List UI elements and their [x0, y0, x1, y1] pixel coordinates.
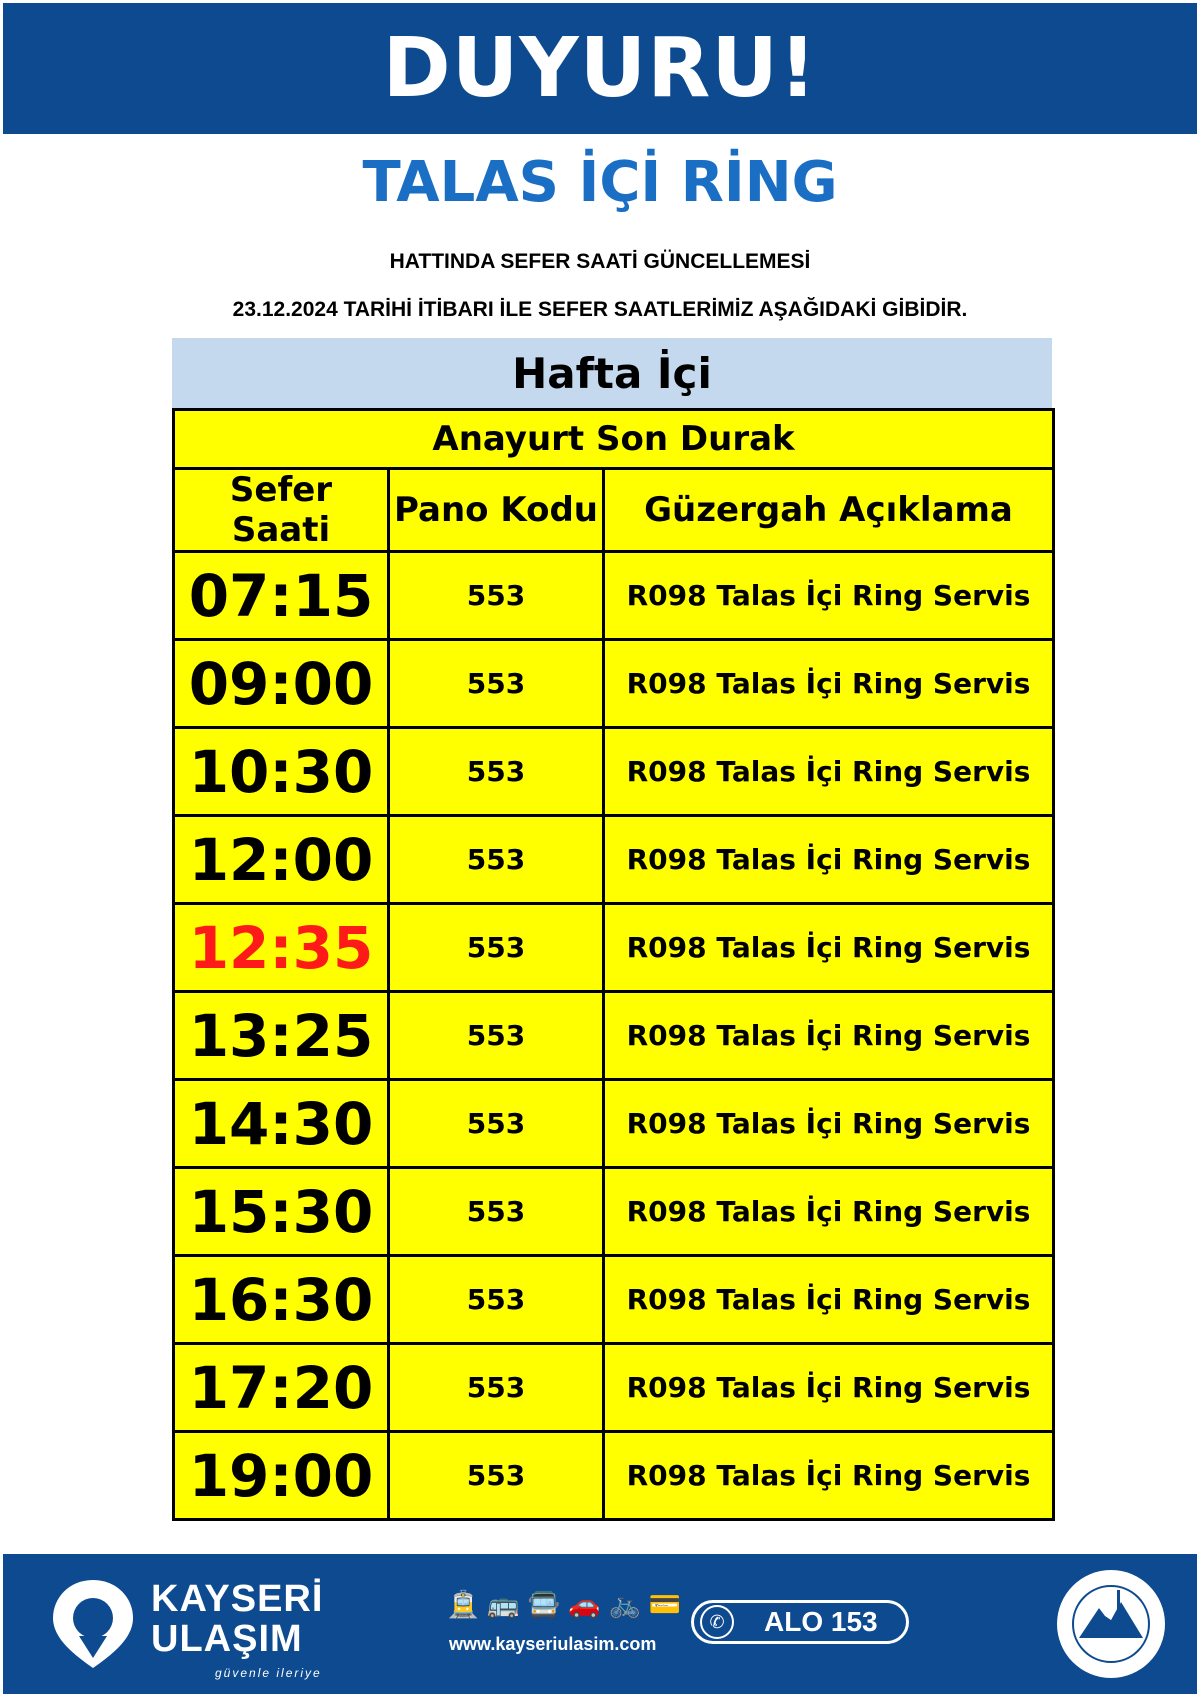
- departure-time: 13:25: [174, 992, 389, 1080]
- departure-time: 14:30: [174, 1080, 389, 1168]
- transport-mode-icons: [447, 1586, 682, 1622]
- route-description: R098 Talas İçi Ring Servis: [604, 1256, 1054, 1344]
- brand-name-line2: ULAŞIM: [151, 1618, 303, 1660]
- line-title: TALAS İÇİ RİNG: [362, 150, 838, 215]
- panel-code: 553: [389, 1344, 604, 1432]
- departure-time: 15:30: [174, 1168, 389, 1256]
- car-parking-icon: 🚗: [568, 1589, 601, 1619]
- departure-time: 16:30: [174, 1256, 389, 1344]
- stop-name: Anayurt Son Durak: [174, 410, 1054, 469]
- route-description: R098 Talas İçi Ring Servis: [604, 552, 1054, 640]
- table-row: [174, 816, 1054, 904]
- phone-icon: ✆: [700, 1605, 734, 1639]
- panel-code: 553: [389, 1432, 604, 1520]
- route-description: R098 Talas İçi Ring Servis: [604, 1168, 1054, 1256]
- schedule-table: [172, 338, 1052, 1521]
- route-description: R098 Talas İçi Ring Servis: [604, 904, 1054, 992]
- panel-code: 553: [389, 728, 604, 816]
- route-description: R098 Talas İçi Ring Servis: [604, 728, 1054, 816]
- top-banner: [3, 3, 1197, 134]
- panel-code: 553: [389, 1256, 604, 1344]
- panel-code: 553: [389, 904, 604, 992]
- update-notice: HATTINDA SEFER SAATİ GÜNCELLEMESİ: [389, 250, 811, 273]
- departure-time: 12:00: [174, 816, 389, 904]
- table-row: [174, 728, 1054, 816]
- bicycle-icon: 🚲: [608, 1589, 641, 1619]
- panel-code: 553: [389, 640, 604, 728]
- departure-time: 17:20: [174, 1344, 389, 1432]
- panel-code: 553: [389, 816, 604, 904]
- hotline-badge[interactable]: [691, 1600, 909, 1644]
- panel-code: 553: [389, 552, 604, 640]
- effective-date-notice: 23.12.2024 TARİHİ İTİBARI İLE SEFER SAATLERİMİZ AŞAĞIDAKİ GİBİDİR.: [232, 298, 968, 321]
- banner-title: DUYURU!: [382, 21, 818, 116]
- municipality-seal-icon: [1055, 1568, 1167, 1680]
- departure-time: 10:30: [174, 728, 389, 816]
- panel-code: 553: [389, 1080, 604, 1168]
- card-icon: 💳: [648, 1589, 682, 1619]
- column-header-time: Sefer Saati: [174, 469, 389, 552]
- panel-code: 553: [389, 992, 604, 1080]
- table-row: [174, 640, 1054, 728]
- column-header-code: Pano Kodu: [389, 469, 604, 552]
- brand-name-line1: KAYSERİ: [151, 1578, 324, 1620]
- location-pin-logo-icon: [49, 1576, 137, 1671]
- table-row: [174, 992, 1054, 1080]
- tram-icon: 🚊: [447, 1589, 480, 1619]
- table-row: [174, 1256, 1054, 1344]
- route-description: R098 Talas İçi Ring Servis: [604, 992, 1054, 1080]
- website-link[interactable]: www.kayseriulasim.com: [449, 1634, 657, 1654]
- departure-time: 19:00: [174, 1432, 389, 1520]
- table-row: [174, 1080, 1054, 1168]
- route-description: R098 Talas İçi Ring Servis: [604, 1344, 1054, 1432]
- route-description: R098 Talas İçi Ring Servis: [604, 640, 1054, 728]
- table-row: [174, 1344, 1054, 1432]
- route-description: R098 Talas İçi Ring Servis: [604, 1432, 1054, 1520]
- bus-icon: 🚌: [487, 1589, 520, 1619]
- route-description: R098 Talas İçi Ring Servis: [604, 816, 1054, 904]
- departure-time: 12:35: [174, 904, 389, 992]
- departure-time: 07:15: [174, 552, 389, 640]
- table-row: [174, 904, 1054, 992]
- footer-bar: [3, 1554, 1197, 1694]
- panel-code: 553: [389, 1168, 604, 1256]
- brand-tagline: güvenle ileriye: [215, 1666, 322, 1680]
- bus-front-icon: 🚍: [527, 1589, 561, 1619]
- column-header-route: Güzergah Açıklama: [604, 469, 1054, 552]
- table-row: [174, 1168, 1054, 1256]
- table-row: [174, 1432, 1054, 1520]
- departure-time: 09:00: [174, 640, 389, 728]
- route-description: R098 Talas İçi Ring Servis: [604, 1080, 1054, 1168]
- day-type-header: Hafta İçi: [172, 338, 1052, 408]
- hotline-number: ALO 153: [764, 1606, 878, 1637]
- table-row: [174, 552, 1054, 640]
